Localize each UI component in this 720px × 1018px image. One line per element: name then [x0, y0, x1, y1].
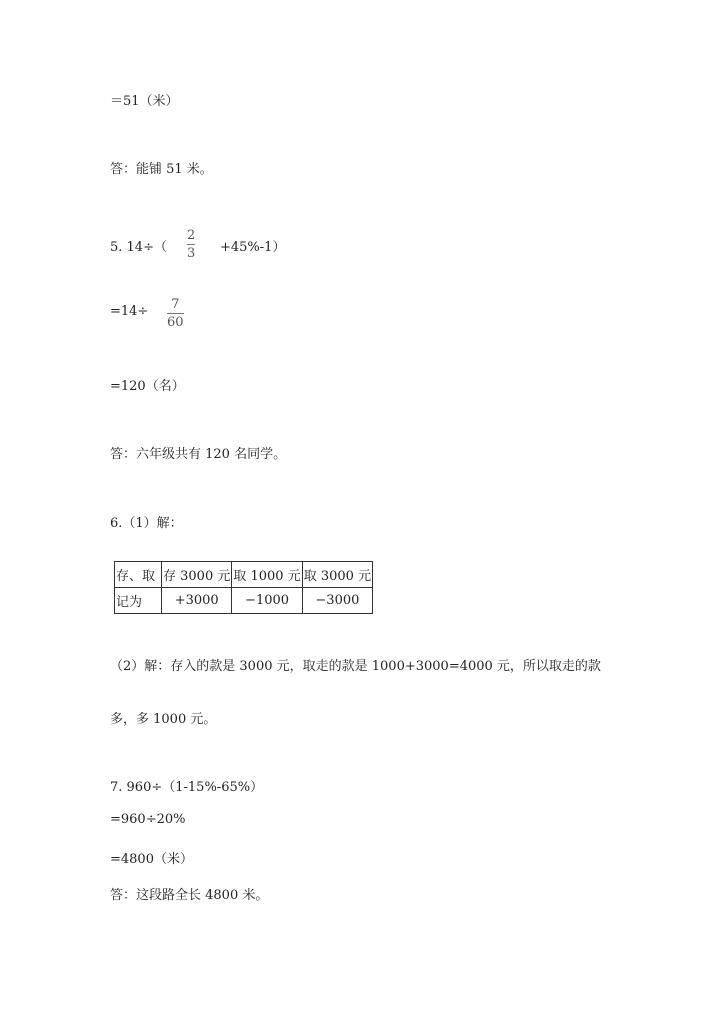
table-cell: 取 1000 元 — [232, 562, 302, 588]
problem-7: 7. 960÷（1-15%-65%） — [110, 780, 264, 795]
table-cell: 取 3000 元 — [302, 562, 372, 588]
problem-6: 6.（1）解： — [110, 516, 183, 531]
problem-5: 5. 14÷（ — [110, 240, 167, 255]
table-cell: −1000 — [232, 588, 302, 614]
table-cell: +3000 — [162, 588, 232, 614]
text-line: =4800（米） — [110, 852, 193, 867]
answer-line: 答：六年级共有 120 名同学。 — [110, 447, 287, 462]
text-line: =960÷20% — [110, 812, 186, 827]
text-line: （2）解：存入的款是 3000 元，取走的款是 1000+3000=4000 元，所以取走的款 — [110, 659, 601, 674]
deposit-table — [114, 561, 373, 614]
table-cell: 记为 — [115, 588, 162, 614]
table-cell: 存、取 — [115, 562, 162, 588]
text-line: 多，多 1000 元。 — [110, 712, 217, 727]
answer-line: 答：能铺 51 米。 — [110, 162, 213, 177]
table-row — [115, 588, 373, 614]
text-line: ＝51（米） — [110, 94, 179, 109]
text-line: =120（名） — [110, 379, 185, 394]
table-cell: 存 3000 元 — [162, 562, 232, 588]
fraction: 2 3 — [187, 228, 196, 261]
table-row — [115, 562, 373, 588]
text-line: =14÷ — [110, 304, 149, 319]
fraction: 7 60 — [167, 297, 184, 330]
table-cell: −3000 — [302, 588, 372, 614]
answer-line: 答：这段路全长 4800 米。 — [110, 888, 269, 903]
text-line: +45%-1） — [220, 240, 286, 255]
